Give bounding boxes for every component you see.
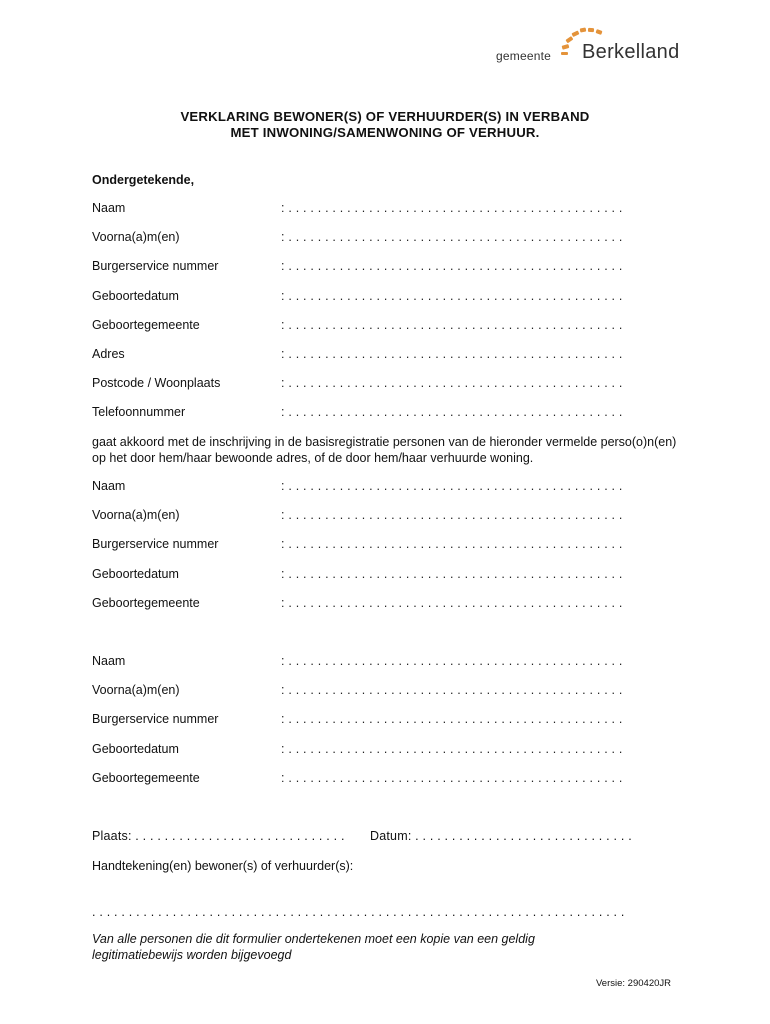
logo-text-gemeente: gemeente — [496, 49, 551, 63]
form-row — [92, 567, 632, 585]
field-label: Burgerservice nummer — [92, 712, 219, 727]
field-label: Voorna(a)m(en) — [92, 683, 180, 698]
field-label: Geboortegemeente — [92, 317, 200, 332]
field-input-line[interactable]: : . . . . . . . . . . . . . . . . . . . . . . . . . . . . . . . . . . . . . . . . . . . . . . — [281, 376, 623, 391]
field-label: Geboortegemeente — [92, 770, 200, 785]
field-label: Geboortedatum — [92, 566, 179, 581]
form-row — [92, 259, 632, 277]
field-input-line[interactable]: : . . . . . . . . . . . . . . . . . . . . . . . . . . . . . . . . . . . . . . . . . . . . . . — [281, 595, 623, 610]
form-row — [92, 537, 632, 555]
id-copy-note: Van alle personen die dit formulier ondertekenen moet een kopie van een geldig legitimatiebewijs worden bijgevoegd — [92, 932, 535, 962]
form-row — [92, 230, 632, 248]
field-label: Voorna(a)m(en) — [92, 508, 180, 523]
form-row — [92, 405, 632, 423]
field-input-line[interactable]: : . . . . . . . . . . . . . . . . . . . . . . . . . . . . . . . . . . . . . . . . . . . . . . — [281, 566, 623, 581]
consent-paragraph: gaat akkoord met de inschrijving in de basisregistratie personen van de hieronder vermelde perso(o)n(en) op het door hem/haar bewoonde adres, of de door hem/haar verhuurde woning. — [92, 435, 677, 465]
field-input-line[interactable]: : . . . . . . . . . . . . . . . . . . . . . . . . . . . . . . . . . . . . . . . . . . . . . . — [281, 770, 623, 785]
field-label: Geboortegemeente — [92, 595, 200, 610]
date-field[interactable]: Datum: . . . . . . . . . . . . . . . . . . . . . . . . . . . . . . — [370, 829, 632, 843]
form-row — [92, 479, 632, 497]
form-row — [92, 376, 632, 394]
document-title — [0, 109, 770, 141]
field-input-line[interactable]: : . . . . . . . . . . . . . . . . . . . . . . . . . . . . . . . . . . . . . . . . . . . . . . — [281, 537, 623, 552]
field-input-line[interactable]: : . . . . . . . . . . . . . . . . . . . . . . . . . . . . . . . . . . . . . . . . . . . . . . — [281, 288, 623, 303]
field-label: Adres — [92, 347, 125, 361]
field-input-line[interactable]: : . . . . . . . . . . . . . . . . . . . . . . . . . . . . . . . . . . . . . . . . . . . . . . — [281, 683, 623, 698]
field-label: Naam — [92, 654, 126, 668]
field-input-line[interactable]: : . . . . . . . . . . . . . . . . . . . . . . . . . . . . . . . . . . . . . . . . . . . . . . — [281, 712, 623, 727]
field-input-line[interactable]: : . . . . . . . . . . . . . . . . . . . . . . . . . . . . . . . . . . . . . . . . . . . . . . — [281, 230, 623, 245]
field-label: Naam — [92, 201, 126, 215]
version-label: Versie: 290420JR — [596, 978, 671, 989]
title-line-2: MET INWONING/SAMENWONING OF VERHUUR. — [230, 125, 540, 140]
field-label: Postcode / Woonplaats — [92, 376, 221, 391]
signature-line[interactable]: . . . . . . . . . . . . . . . . . . . . . . . . . . . . . . . . . . . . . . . . . . . . . . . . . . . . . . . . . . . . . . . . . . . . . . . . . — [92, 905, 625, 919]
form-row — [92, 654, 632, 672]
signature-label: Handtekening(en) bewoner(s) of verhuurder(s): — [92, 859, 354, 873]
field-label: Voorna(a)m(en) — [92, 230, 180, 245]
field-input-line[interactable]: : . . . . . . . . . . . . . . . . . . . . . . . . . . . . . . . . . . . . . . . . . . . . . . — [281, 405, 623, 420]
title-line-1: VERKLARING BEWONER(S) OF VERHUURDER(S) IN VERBAND — [180, 109, 590, 124]
field-input-line[interactable]: : . . . . . . . . . . . . . . . . . . . . . . . . . . . . . . . . . . . . . . . . . . . . . . — [281, 317, 623, 332]
field-label: Naam — [92, 479, 126, 493]
form-row — [92, 771, 632, 789]
field-input-line[interactable]: : . . . . . . . . . . . . . . . . . . . . . . . . . . . . . . . . . . . . . . . . . . . . . . — [281, 479, 623, 493]
field-label: Telefoonnummer — [92, 405, 186, 420]
field-input-line[interactable]: : . . . . . . . . . . . . . . . . . . . . . . . . . . . . . . . . . . . . . . . . . . . . . . — [281, 259, 623, 274]
municipality-logo — [496, 26, 686, 70]
form-row — [92, 712, 632, 730]
logo-text-berkelland: Berkelland — [582, 41, 680, 63]
field-input-line[interactable]: : . . . . . . . . . . . . . . . . . . . . . . . . . . . . . . . . . . . . . . . . . . . . . . — [281, 201, 623, 215]
field-label: Geboortedatum — [92, 288, 179, 303]
form-row — [92, 742, 632, 760]
undersigned-heading: Ondergetekende, — [92, 173, 195, 187]
field-label: Burgerservice nummer — [92, 537, 219, 552]
form-row — [92, 289, 632, 307]
field-input-line[interactable]: : . . . . . . . . . . . . . . . . . . . . . . . . . . . . . . . . . . . . . . . . . . . . . . — [281, 347, 623, 361]
form-row — [92, 683, 632, 701]
form-row — [92, 201, 632, 219]
form-row — [92, 318, 632, 336]
form-row — [92, 508, 632, 526]
field-label: Geboortedatum — [92, 741, 179, 756]
field-label: Burgerservice nummer — [92, 259, 219, 274]
place-field[interactable]: Plaats: . . . . . . . . . . . . . . . . . . . . . . . . . . . . . — [92, 829, 345, 843]
field-input-line[interactable]: : . . . . . . . . . . . . . . . . . . . . . . . . . . . . . . . . . . . . . . . . . . . . . . — [281, 654, 623, 668]
field-input-line[interactable]: : . . . . . . . . . . . . . . . . . . . . . . . . . . . . . . . . . . . . . . . . . . . . . . — [281, 508, 623, 523]
form-row — [92, 596, 632, 614]
field-input-line[interactable]: : . . . . . . . . . . . . . . . . . . . . . . . . . . . . . . . . . . . . . . . . . . . . . . — [281, 741, 623, 756]
form-row — [92, 347, 632, 365]
